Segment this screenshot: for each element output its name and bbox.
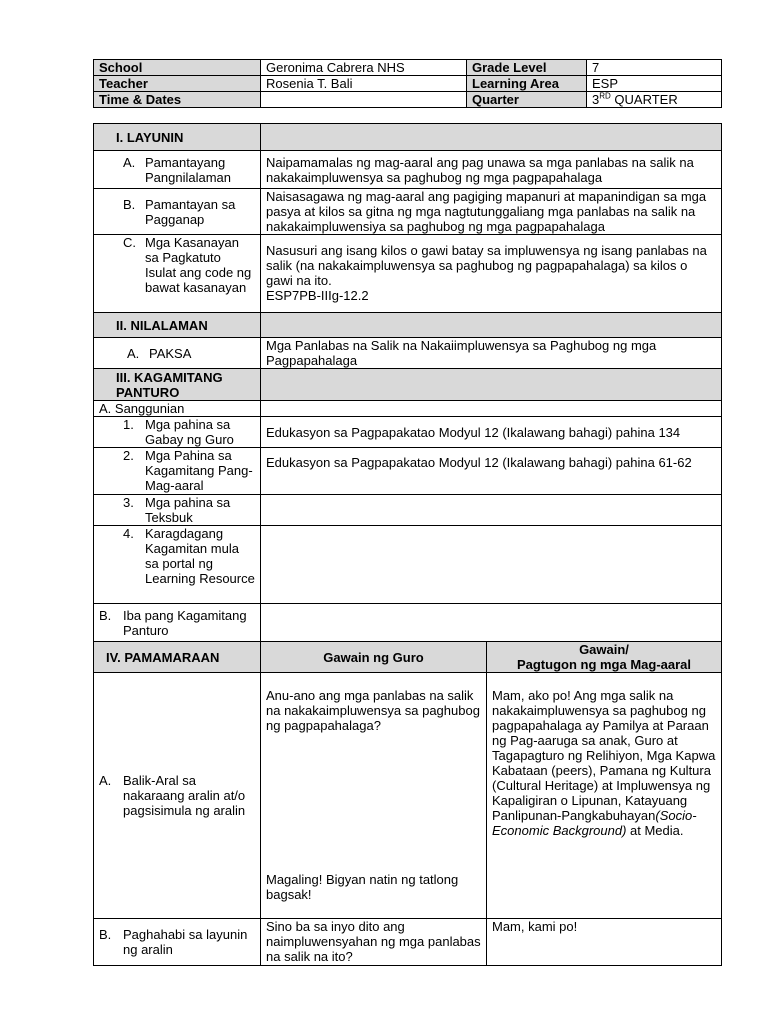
kagamitan-item-row bbox=[94, 526, 722, 604]
layunin-c-value-cell bbox=[261, 235, 722, 313]
paghahabi-magaaral: Mam, kami po! bbox=[487, 919, 722, 966]
layunin-c-value: Nasusuri ang isang kilos o gawi batay sa impluwensya ng isang panlabas na salik (na nakakaimpluwensya sa paghubog ng pagpapahalaga) sa kilos o gawi na ito. bbox=[266, 243, 707, 288]
kagamitan-item-row bbox=[94, 448, 722, 495]
header-row-school bbox=[94, 60, 722, 76]
school-label: School bbox=[94, 60, 261, 76]
pamamaraan-header-row bbox=[94, 642, 722, 673]
kagamitan-item-3-label: Mga pahina sa Teksbuk bbox=[145, 495, 231, 525]
layunin-a-letter: A. bbox=[123, 154, 136, 170]
kagamitan-header-row bbox=[94, 369, 722, 401]
layunin-a-label: Pamantayang Pangnilalaman bbox=[145, 154, 232, 185]
quarter-number: 3 bbox=[592, 92, 600, 107]
paghahabi-row bbox=[94, 919, 722, 966]
nilalaman-a-row bbox=[94, 338, 722, 369]
kagamitan-item-1-num: 1. bbox=[123, 417, 134, 432]
balik-aral-guro-cell bbox=[261, 673, 487, 919]
balik-aral-magaaral-text: Mam, ako po! Ang mga salik na nakakaimpluwensya sa paghubog ng pagpapahalaga ay Pamilya at Paraan ng Pag-aaruga sa anak, Guro at Tagapagturo ng Relihiyon, Mga Kapwa Kabataan (peers), Pamana ng Kultura (Cultural Heritage) at Impluwensya ng Kapaligiran o Lipunan, Katayuang Panlipunan-Pangkabuhayan bbox=[492, 688, 716, 823]
sanggunian-row bbox=[94, 401, 722, 417]
kagamitan-b-value bbox=[261, 604, 722, 642]
layunin-a-row bbox=[94, 151, 722, 189]
nilalaman-header-row bbox=[94, 313, 722, 338]
layunin-b-letter: B. bbox=[123, 196, 136, 212]
kagamitan-item-2-label: Mga Pahina sa Kagamitang Pang-Mag-aaral bbox=[145, 448, 253, 493]
paghahabi-label: Paghahabi sa layunin ng aralin bbox=[123, 927, 248, 957]
balik-aral-letter: A. bbox=[99, 773, 112, 788]
header-row-teacher bbox=[94, 76, 722, 92]
paghahabi-label-cell bbox=[94, 919, 261, 966]
sanggunian-label: A. Sanggunian bbox=[94, 401, 261, 417]
kagamitan-item-1-label-cell bbox=[94, 417, 261, 448]
paghahabi-letter: B. bbox=[99, 927, 112, 942]
kagamitan-b-label: Iba pang Kagamitang Panturo bbox=[123, 607, 247, 638]
kagamitan-header-blank bbox=[261, 369, 722, 401]
grade-label: Grade Level bbox=[467, 60, 587, 76]
kagamitan-item-3-num: 3. bbox=[123, 495, 134, 510]
time-value bbox=[261, 92, 467, 108]
layunin-header-blank bbox=[261, 124, 722, 151]
balik-aral-label-cell bbox=[94, 673, 261, 919]
kagamitan-item-2-value: Edukasyon sa Pagpapakatao Modyul 12 (Ikalawang bahagi) pahina 61-62 bbox=[261, 448, 722, 495]
balik-aral-row bbox=[94, 673, 722, 919]
pamamaraan-title: IV. PAMAMARAAN bbox=[94, 642, 261, 673]
header-row-time bbox=[94, 92, 722, 108]
col-gawain-magaaral bbox=[487, 642, 722, 673]
kagamitan-b-letter: B. bbox=[99, 607, 112, 623]
kagamitan-b-row bbox=[94, 604, 722, 642]
kagamitan-item-4-label-cell bbox=[94, 526, 261, 604]
layunin-c-code: ESP7PB-IIIg-12.2 bbox=[266, 288, 369, 303]
balik-aral-magaaral-cell bbox=[487, 673, 722, 919]
balik-aral-guro-question: Anu-ano ang mga panlabas na salik na nakakaimpluwensya sa paghubog ng pagpapahalaga? bbox=[266, 688, 480, 733]
kagamitan-title: III. KAGAMITANG PANTURO bbox=[94, 369, 261, 401]
nilalaman-header-blank bbox=[261, 313, 722, 338]
kagamitan-item-1-label: Mga pahina sa Gabay ng Guro bbox=[145, 417, 234, 447]
kagamitan-b-label-cell bbox=[94, 604, 261, 642]
layunin-c-label: Mga Kasanayan sa Pagkatuto Isulat ang code ng bawat kasanayan bbox=[145, 235, 252, 295]
layunin-c-row bbox=[94, 235, 722, 313]
nilalaman-a-letter: A. bbox=[127, 345, 140, 361]
kagamitan-item-row bbox=[94, 495, 722, 526]
nilalaman-title: II. NILALAMAN bbox=[94, 313, 261, 338]
area-label: Learning Area bbox=[467, 76, 587, 92]
quarter-value bbox=[587, 92, 722, 108]
balik-aral-magaaral-end: at Media. bbox=[626, 823, 684, 838]
layunin-b-value: Naisasagawa ng mag-aaral ang pagiging mapanuri at mapanindigan sa mga pasya at kilos sa gitna ng mga nagtutunggaliang mga panlabas na salik na nakakaimpluwensiya sa paghubog ng mga pagpapahalaga bbox=[261, 189, 722, 235]
col-gawain-magaaral-line2: Pagtugon ng mga Mag-aaral bbox=[516, 657, 692, 672]
balik-aral-label: Balik-Aral sa nakaraang aralin at/o pagsisimula ng aralin bbox=[123, 773, 246, 818]
balik-aral-guro-praise: Magaling! Bigyan natin ng tatlong bagsak! bbox=[266, 872, 459, 902]
nilalaman-a-value: Mga Panlabas na Salik na Nakaiimpluwensya sa Paghubog ng mga Pagpapahalaga bbox=[261, 338, 722, 369]
layunin-c-label-cell bbox=[94, 235, 261, 313]
layunin-a-value: Naipamamalas ng mag-aaral ang pag unawa sa mga panlabas na salik na nakakaimpluwensya sa paghubog ng mga pagpapahalaga bbox=[261, 151, 722, 189]
kagamitan-item-1-value: Edukasyon sa Pagpapakatao Modyul 12 (Ikalawang bahagi) pahina 134 bbox=[261, 417, 722, 448]
header-table bbox=[93, 59, 722, 108]
layunin-b-label: Pamantayan sa Pagganap bbox=[145, 196, 236, 227]
time-label: Time & Dates bbox=[94, 92, 261, 108]
teacher-label: Teacher bbox=[94, 76, 261, 92]
teacher-value: Rosenia T. Bali bbox=[261, 76, 467, 92]
kagamitan-item-row bbox=[94, 417, 722, 448]
layunin-b-label-cell bbox=[94, 189, 261, 235]
balik-aral-magaaral-italic: (Socio-Economic Background) bbox=[492, 808, 697, 838]
quarter-word: QUARTER bbox=[610, 92, 678, 107]
paghahabi-guro: Sino ba sa inyo dito ang naimpluwensyahan ng mga panlabas na salik na ito? bbox=[261, 919, 487, 966]
lesson-plan-table bbox=[93, 123, 722, 966]
school-value: Geronima Cabrera NHS bbox=[261, 60, 467, 76]
layunin-title: I. LAYUNIN bbox=[94, 124, 261, 151]
quarter-label: Quarter bbox=[467, 92, 587, 108]
grade-value: 7 bbox=[587, 60, 722, 76]
layunin-a-label-cell bbox=[94, 151, 261, 189]
kagamitan-item-4-value bbox=[261, 526, 722, 604]
layunin-b-row bbox=[94, 189, 722, 235]
layunin-c-letter: C. bbox=[123, 235, 136, 250]
kagamitan-item-2-num: 2. bbox=[123, 448, 134, 463]
kagamitan-item-2-label-cell bbox=[94, 448, 261, 495]
nilalaman-a-label: PAKSA bbox=[149, 345, 192, 361]
sanggunian-blank bbox=[261, 401, 722, 417]
area-value: ESP bbox=[587, 76, 722, 92]
col-gawain-guro: Gawain ng Guro bbox=[261, 642, 487, 673]
quarter-superscript: RD bbox=[599, 91, 611, 101]
kagamitan-item-3-label-cell bbox=[94, 495, 261, 526]
kagamitan-item-4-num: 4. bbox=[123, 526, 134, 541]
kagamitan-item-4-label: Karagdagang Kagamitan mula sa portal ng Learning Resource bbox=[145, 526, 255, 586]
layunin-header-row bbox=[94, 124, 722, 151]
nilalaman-a-label-cell bbox=[94, 338, 261, 369]
col-gawain-magaaral-line1: Gawain/ bbox=[579, 642, 629, 657]
kagamitan-item-3-value bbox=[261, 495, 722, 526]
